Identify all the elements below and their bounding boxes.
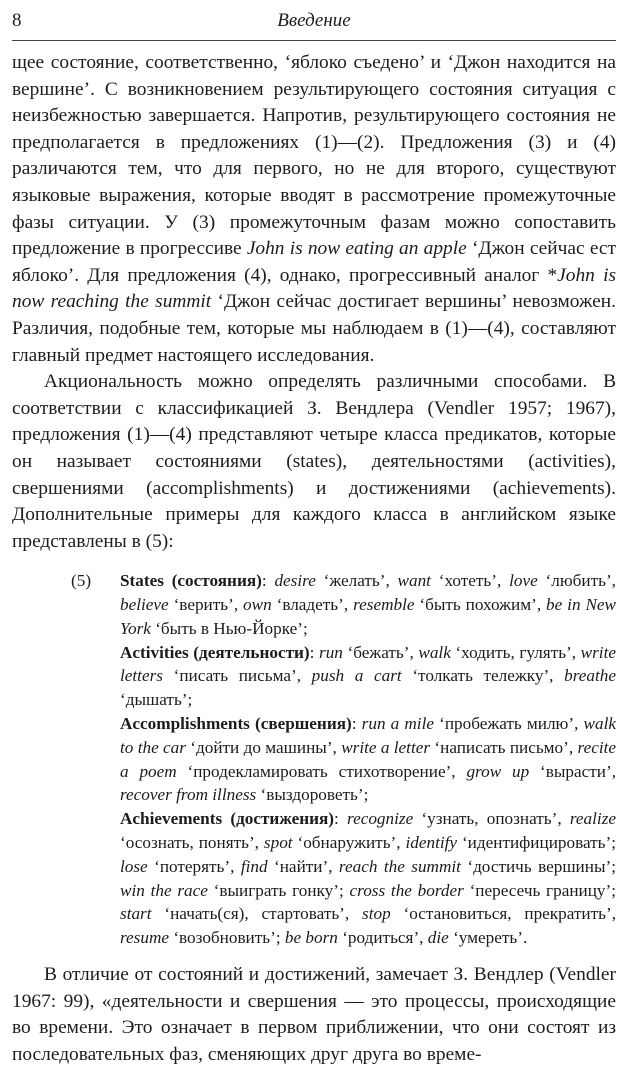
text-run: ‘обнаружить’, xyxy=(292,833,406,853)
text-run: ‘остановиться, прекратить’, xyxy=(390,904,616,924)
page-number: 8 xyxy=(12,10,22,31)
main-text xyxy=(12,50,616,1068)
italic-term: resume xyxy=(120,928,170,948)
text-run: Акциональность можно определять различными способами. В соответствии с классификацией З. Вендлера (Vendler 1957; 1967), предложения (1)—(4) представляют четыре класса предикатов, которые он называет состояниями (states), деятельностями (activities), свершениями (accomplishments) и достижениями (achievements). Дополнительные примеры для каждого класса в английском языке представлены в (5): xyxy=(12,371,616,552)
text-run: ‘писать письма’, xyxy=(162,666,312,686)
italic-term: walk xyxy=(418,642,451,662)
paragraph-1 xyxy=(12,50,616,369)
class-heading: Achievements (достижения) xyxy=(120,809,335,829)
text-run: ‘родиться’, xyxy=(337,928,428,948)
text-run: ‘ходить, гулять’, xyxy=(450,642,581,662)
example-body xyxy=(120,569,616,950)
text-run: : xyxy=(351,714,362,734)
text-run: В отличие от состояний и достижений, замечает З. Вендлер (Vendler 1967: 99), «деятельности и свершения — это процессы, происходящие во времени. Это означает в первом приближении, что они состоят из последовательных фаз, сменяющих друг друга во време- xyxy=(12,964,616,1065)
italic-term: desire xyxy=(274,571,316,591)
italic-term: cross the border xyxy=(349,880,464,900)
text-run: ‘бежать’, xyxy=(342,642,419,662)
text-run: ‘возобновить’; xyxy=(169,928,285,948)
italic-term: resemble xyxy=(353,595,415,615)
example-5 xyxy=(12,569,616,950)
text-run: ‘пересечь границу’; xyxy=(463,880,617,900)
text-run: ‘Джон сейчас достигает вершины’ невозможен. Различия, подобные тем, которые мы наблюдаем в (1)—(4), составляют главный предмет настоящего исследования. xyxy=(12,291,616,366)
class-heading: States (состояния) xyxy=(120,571,262,591)
italic-term: win the race xyxy=(120,880,208,900)
text-run: ‘узнать, опознать’, xyxy=(413,809,570,829)
text-run: ‘владеть’, xyxy=(271,595,354,615)
italic-term: push a cart xyxy=(311,666,402,686)
italic-term: love xyxy=(509,571,538,591)
italic-term: identify xyxy=(405,833,458,853)
text-run: ‘начать(ся), стартовать’, xyxy=(151,904,363,924)
text-run: ‘Джон сейчас ест яблоко’. Для предложения (4), однако, прогрессивный аналог * xyxy=(12,238,616,286)
text-run: ‘верить’, xyxy=(168,595,244,615)
paragraph-3 xyxy=(12,962,616,1068)
italic-term: walk to the car xyxy=(120,714,616,757)
italic-term: reach the summit xyxy=(338,856,461,876)
text-run: ‘вырасти’, xyxy=(529,761,616,781)
header-rule xyxy=(12,40,616,41)
text-run: ‘осознать, понять’, xyxy=(120,833,264,853)
italic-term: stop xyxy=(362,904,391,924)
italic-term: recognize xyxy=(347,809,414,829)
text-run: ‘дышать’; xyxy=(120,690,193,710)
text-run: ‘любить’, xyxy=(537,571,616,591)
italic-term: write a letter xyxy=(341,737,431,757)
example-states xyxy=(120,569,616,640)
text-run: ‘написать письмо’, xyxy=(430,737,578,757)
text-run: ‘продекламировать стихотворение’, xyxy=(176,761,467,781)
text-run: ‘выздороветь’; xyxy=(256,785,369,805)
italic-term: realize xyxy=(569,809,617,829)
italic-term: die xyxy=(427,928,449,948)
italic-term: start xyxy=(120,904,152,924)
text-run: ‘быть в Нью-Йорке’; xyxy=(150,618,308,638)
example-number: (5) xyxy=(71,571,92,591)
text-run: ‘толкать тележку’, xyxy=(401,666,565,686)
italic-term: recite a poem xyxy=(120,737,617,781)
text-run: ‘достичь вершины’; xyxy=(460,856,616,876)
text-run: ‘пробежать милю’, xyxy=(433,714,584,734)
class-heading: Activities (деятельности) xyxy=(120,642,310,662)
text-run: ‘выиграть гонку’; xyxy=(207,880,350,900)
italic-term: be in New York xyxy=(120,595,617,638)
text-run: ‘быть похожим’, xyxy=(414,595,547,615)
example-achievements xyxy=(120,807,616,950)
italic-term: find xyxy=(240,856,268,876)
page-header xyxy=(12,10,616,36)
example-accomplishments xyxy=(120,712,616,807)
italic-term: believe xyxy=(120,595,169,615)
italic-term: recover from illness xyxy=(120,785,257,805)
text-run: : xyxy=(334,809,348,829)
text-run: ‘желать’, xyxy=(315,571,398,591)
text-run: ‘потерять’, xyxy=(147,856,241,876)
italic-term: John is now eating an apple xyxy=(246,238,467,260)
text-run: ‘хотеть’, xyxy=(430,571,510,591)
example-activities xyxy=(120,641,616,712)
text-run: щее состояние, соответственно, ‘яблоко съедено’ и ‘Джон находится на вершине’. С возникновением результирующего состояния ситуация с неизбежностью завершается. Напротив, результирующего состояния не предполагается в предложениях (1)—(2). Предложения (3) и (4) различаются тем, что для первого, но не для второго, существуют языковые выражения, которые вводят в рассмотрение промежуточные фазы ситуации. У (3) промежуточным фазам можно сопоставить предложение в прогрессиве xyxy=(12,52,616,260)
italic-term: spot xyxy=(263,833,293,853)
italic-term: grow up xyxy=(466,761,530,781)
italic-term: write letters xyxy=(120,642,616,686)
text-run: ‘умереть’. xyxy=(448,928,528,948)
italic-term: breathe xyxy=(564,666,616,686)
italic-term: run a mile xyxy=(361,714,434,734)
text-run: ‘найти’, xyxy=(267,856,339,876)
text-run: ‘дойти до машины’, xyxy=(185,737,342,757)
italic-term: John is now reaching the summit xyxy=(12,264,616,313)
italic-term: run xyxy=(319,642,343,662)
class-heading: Accomplishments (свершения) xyxy=(120,714,352,734)
paragraph-2 xyxy=(12,369,616,555)
italic-term: own xyxy=(243,595,272,615)
italic-term: be born xyxy=(284,928,338,948)
italic-term: lose xyxy=(120,856,148,876)
italic-term: want xyxy=(397,571,431,591)
text-run: ‘идентифицировать’; xyxy=(457,833,616,853)
running-title: Введение xyxy=(277,10,351,31)
text-run: : xyxy=(261,571,275,591)
text-run: : xyxy=(309,642,320,662)
